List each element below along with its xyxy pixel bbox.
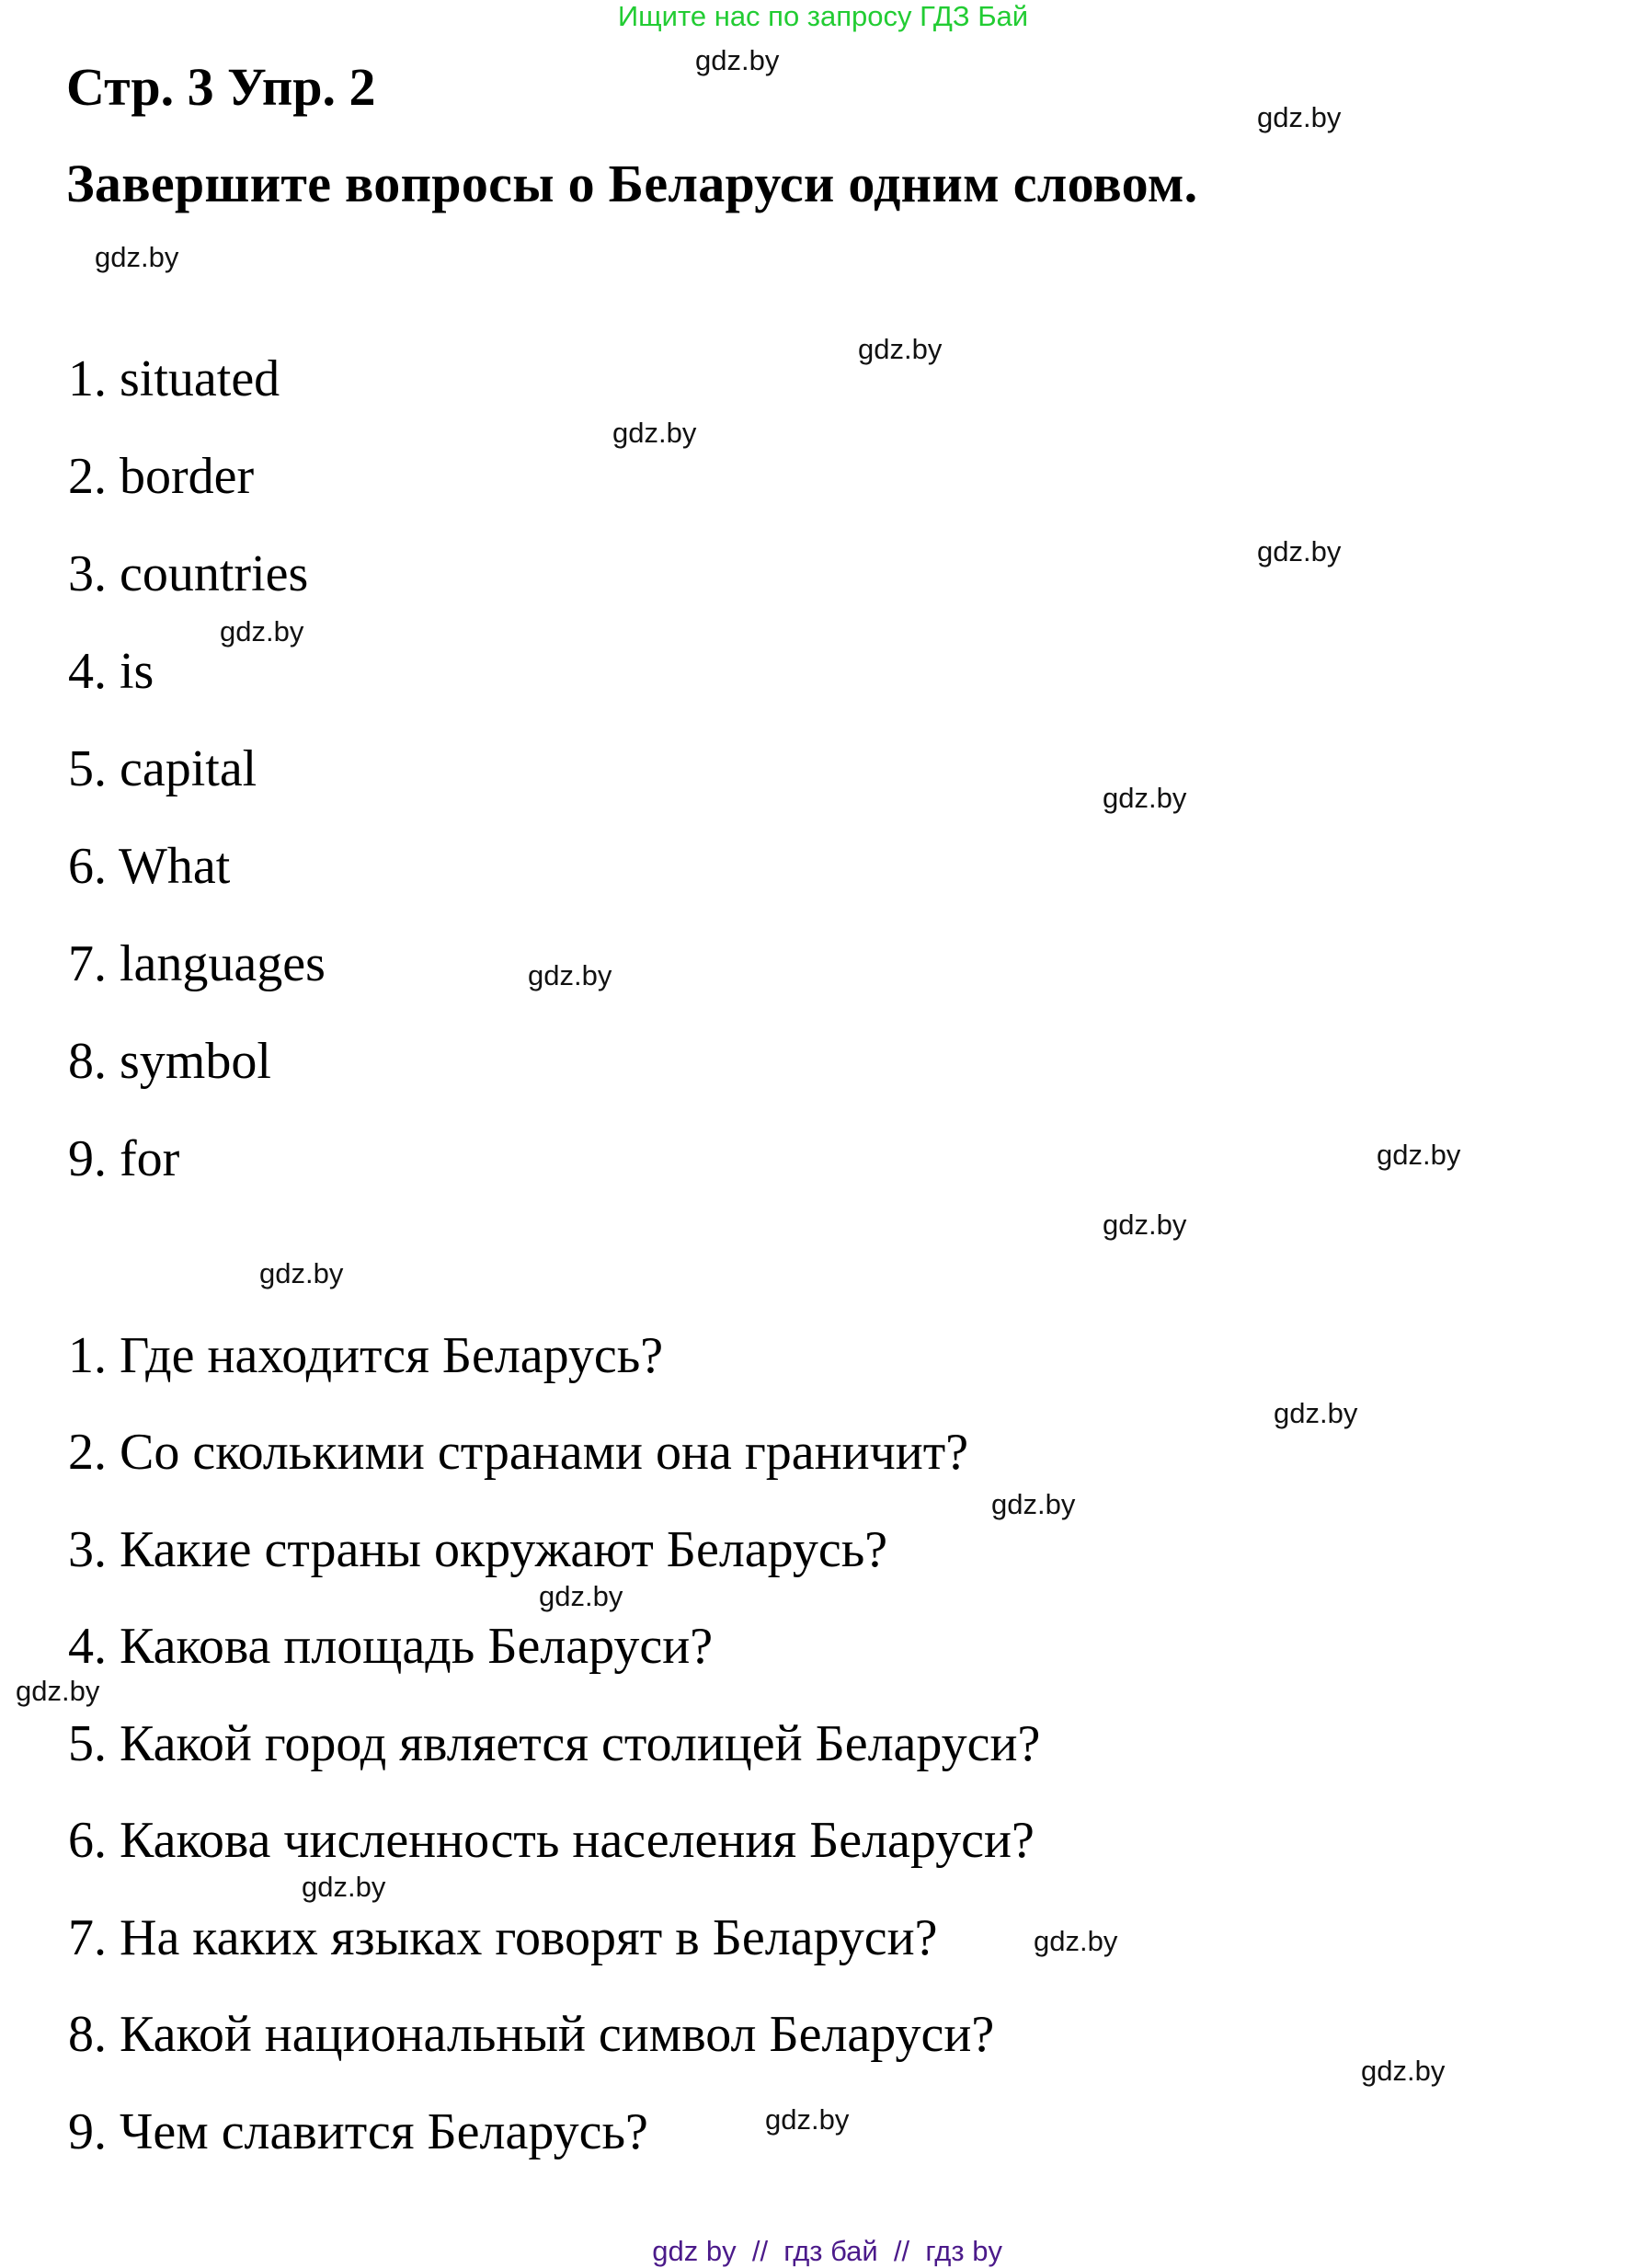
search-banner-text: Ищите нас по запросу ГДЗ Бай [617, 0, 1029, 32]
watermark: gdz.by [302, 1871, 386, 1903]
question-item [68, 2102, 648, 2161]
answer-word: is [120, 643, 154, 700]
question-item [68, 1811, 1035, 1870]
answer-word: languages [120, 935, 326, 992]
answer-number: 2. [68, 448, 107, 505]
question-text: Какой национальный символ Беларуси? [120, 2006, 995, 2063]
watermark: gdz.by [1257, 535, 1342, 567]
task-instruction: Завершите вопросы о Беларуси одним словом. [66, 154, 1198, 213]
answer-number: 5. [68, 740, 107, 797]
answer-word: for [120, 1130, 180, 1187]
watermark: gdz.by [991, 1488, 1076, 1520]
question-number: 2. [68, 1424, 107, 1481]
answer-number: 7. [68, 935, 107, 992]
question-number: 3. [68, 1521, 107, 1578]
answer-word: What [119, 838, 231, 895]
footer-links-text[interactable]: gdz by // гдз бай // гдз by [652, 2235, 1002, 2267]
question-text: Где находится Беларусь? [120, 1327, 664, 1384]
watermark: gdz.by [220, 615, 304, 647]
question-text: На каких языках говорят в Беларуси? [120, 1909, 938, 1966]
question-text: Какова площадь Беларуси? [120, 1618, 714, 1675]
answer-item [68, 642, 154, 701]
answer-word: situated [120, 350, 280, 407]
question-text: Какие страны окружают Беларусь? [120, 1521, 888, 1578]
answer-item [68, 739, 257, 798]
question-number: 9. [68, 2103, 107, 2160]
answer-item [68, 1032, 271, 1091]
watermark: gdz.by [765, 2103, 850, 2136]
watermark: gdz.by [16, 1675, 100, 1707]
question-item [68, 1714, 1040, 1773]
answer-word: capital [120, 740, 257, 797]
page-title: Стр. 3 Упр. 2 [66, 57, 376, 117]
answer-number: 8. [68, 1033, 107, 1090]
watermark: gdz.by [858, 333, 943, 365]
question-text: Со сколькими странами она граничит? [120, 1424, 969, 1481]
question-number: 1. [68, 1327, 107, 1384]
question-item [68, 1617, 713, 1676]
answer-number: 9. [68, 1130, 107, 1187]
footer-links[interactable] [0, 2202, 1635, 2268]
watermark: gdz.by [1103, 1208, 1187, 1241]
answer-number: 1. [68, 350, 107, 407]
question-item [68, 1423, 968, 1482]
watermark: gdz.by [1377, 1139, 1461, 1171]
question-text: Какова численность населения Беларуси? [120, 1812, 1035, 1869]
watermark: gdz.by [1274, 1397, 1358, 1429]
watermark: gdz.by [259, 1257, 344, 1289]
watermark: gdz.by [1103, 782, 1187, 814]
question-item [68, 2005, 994, 2064]
watermark: gdz.by [539, 1580, 623, 1612]
question-number: 4. [68, 1618, 107, 1675]
question-text: Какой город является столицей Беларуси? [120, 1715, 1041, 1772]
question-text: Чем славится Беларусь? [120, 2103, 648, 2160]
answer-item [68, 447, 254, 506]
watermark: gdz.by [695, 44, 780, 76]
answer-item [68, 837, 230, 896]
watermark: gdz.by [1034, 1925, 1118, 1957]
question-number: 7. [68, 1909, 107, 1966]
question-number: 8. [68, 2006, 107, 2063]
answer-word: symbol [120, 1033, 271, 1090]
answer-number: 3. [68, 545, 107, 602]
question-item [68, 1326, 663, 1385]
question-number: 6. [68, 1812, 107, 1869]
watermark: gdz.by [612, 417, 697, 449]
question-number: 5. [68, 1715, 107, 1772]
watermark: gdz.by [528, 959, 612, 991]
watermark: gdz.by [1257, 101, 1342, 133]
answer-word: countries [120, 545, 309, 602]
answer-item [68, 349, 280, 408]
question-item [68, 1908, 937, 1967]
question-item [68, 1520, 887, 1579]
answer-number: 4. [68, 643, 107, 700]
answer-word: border [120, 448, 255, 505]
answer-item [68, 544, 308, 603]
answer-number: 6. [68, 838, 107, 895]
answer-item [68, 934, 326, 993]
watermark: gdz.by [1361, 2055, 1446, 2087]
answer-item [68, 1129, 179, 1188]
watermark: gdz.by [95, 241, 179, 273]
search-banner [0, 0, 1635, 33]
